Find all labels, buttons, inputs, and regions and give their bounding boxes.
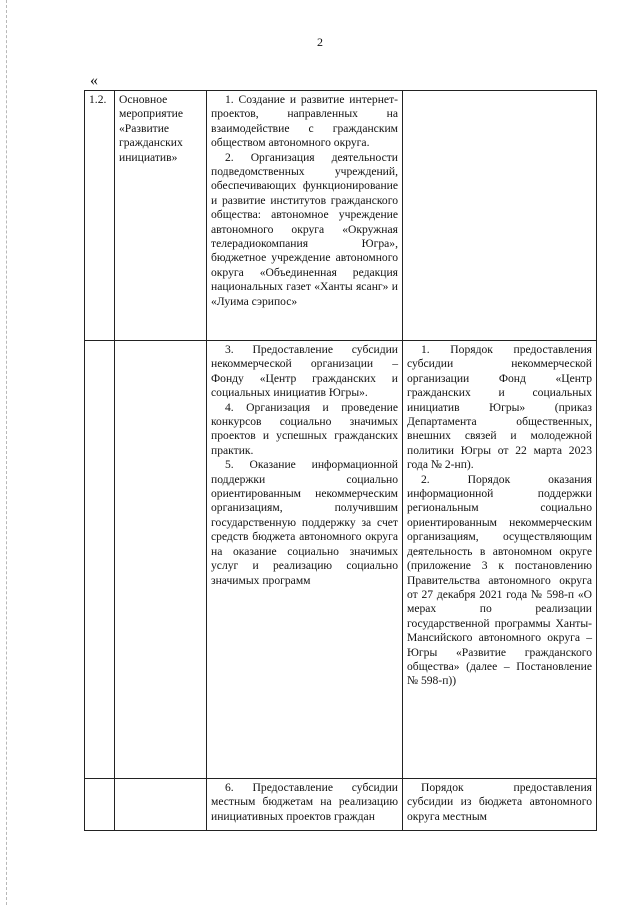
activity-item: 2. Организация деятельности подведомственных учреждений, обеспечивающих функционирование и развитие институтов гражданского общества: автономное учреждение автономного округа «Окружная телерадиокомпания Югра», бюджетное учреждение автономного округа «Объединенная редакция национальных газет «Ханты ясанг» и «Луима сэрипос» [211,150,398,308]
document-item: 1. Порядок предоставления субсидии некоммерческой организации Фонд «Центр гражданских и социальных инициатив Югры» (приказ Департамента общественных, внешних связей и молодежной политики Югры от 22 марта 2023 года № 2-нп). [407,343,592,472]
activity-item: 3. Предоставление субсидии некоммерческой организации – Фонду «Центр гражданских и социальных инициатив Югры». [211,343,398,400]
table-row [85,341,597,779]
measure-name-cell [115,779,207,831]
activities-cell [207,779,403,831]
regulatory-docs-cell [403,91,597,341]
page-number: 2 [317,35,323,49]
document-item: Порядок предоставления субсидии из бюджета автономного округа местным [407,781,592,823]
activity-item: 6. Предоставление субсидии местным бюджетам на реализацию инициативных проектов граждан [211,781,398,823]
regulatory-docs-cell [403,779,597,831]
activities-cell [207,341,403,779]
regulatory-docs-cell [403,341,597,779]
opening-quote-mark: « [90,72,98,89]
activity-item: 5. Оказание информационной поддержки социально ориентированным некоммерческим организациям, получившим государственную поддержку за счет средств бюджета автономного округа на оказание социально значимых услуг и реализацию социально значимых программ [211,458,398,587]
table-row [85,91,597,341]
row-number-cell [85,341,115,779]
activity-item: 1. Создание и развитие интернет-проектов, направленных на взаимодействие с гражданским обществом автономного округа. [211,93,398,150]
measure-name-cell: Основное мероприятие «Развитие гражданских инициатив» [115,91,207,341]
row-number-cell: 1.2. [85,91,115,341]
scan-edge-line [6,0,7,905]
measure-name-cell [115,341,207,779]
row-number-cell [85,779,115,831]
program-measures-table [84,90,597,831]
table-row [85,779,597,831]
document-item: 2. Порядок оказания информационной поддержки региональным социально ориентированным некоммерческим организациям, осуществляющим деятельность в автономном округе (приложение 3 к постановлению Правительства автономного округа от 27 декабря 2021 года № 598-п «О мерах по реализации государственной программы Ханты-Мансийского автономного округа – Югры «Развитие гражданского общества» (далее – Постановление № 598-п)) [407,472,592,688]
activities-cell [207,91,403,341]
activity-item: 4. Организация и проведение конкурсов социально значимых проектов и успешных гражданских практик. [211,400,398,457]
